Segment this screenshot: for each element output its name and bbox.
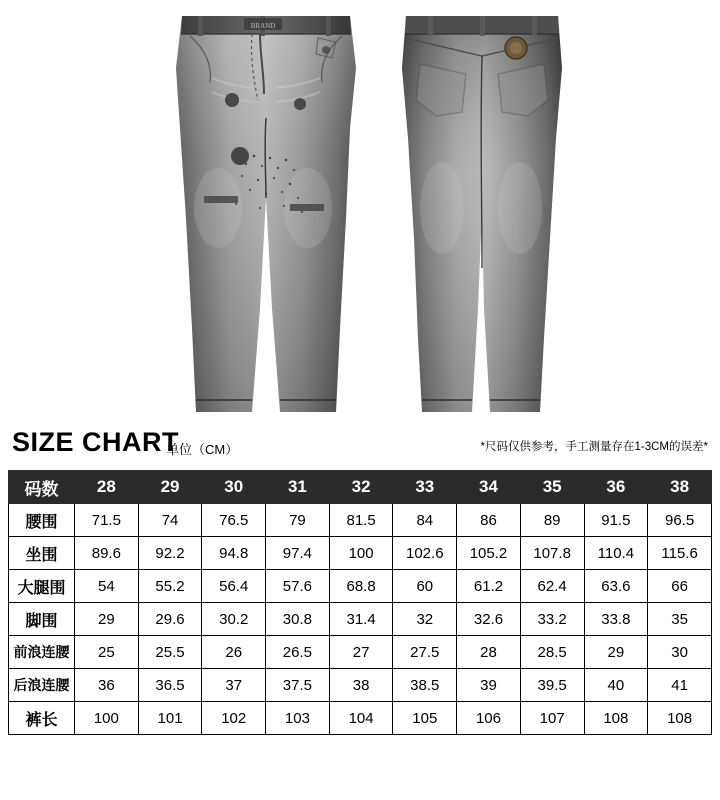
header-cell-35: 35 [520, 471, 584, 504]
cell: 84 [393, 504, 457, 537]
cell: 76.5 [202, 504, 266, 537]
cell: 29.6 [138, 603, 202, 636]
row-label-thigh: 大腿围 [9, 570, 75, 603]
cell: 36 [75, 669, 139, 702]
cell: 61.2 [457, 570, 521, 603]
cell: 40 [584, 669, 648, 702]
cell: 29 [584, 636, 648, 669]
size-table-wrapper [0, 470, 720, 735]
cell: 56.4 [202, 570, 266, 603]
row-label-length: 裤长 [9, 702, 75, 735]
table-row [9, 504, 712, 537]
cell: 115.6 [648, 537, 712, 570]
row-label-waist: 腰围 [9, 504, 75, 537]
table-row [9, 636, 712, 669]
cell: 30.2 [202, 603, 266, 636]
cell: 107 [520, 702, 584, 735]
cell: 105 [393, 702, 457, 735]
size-table-head [9, 471, 712, 504]
cell: 96.5 [648, 504, 712, 537]
cell: 26.5 [266, 636, 330, 669]
cell: 31.4 [329, 603, 393, 636]
cell: 29 [75, 603, 139, 636]
table-row [9, 669, 712, 702]
cell: 110.4 [584, 537, 648, 570]
header-cell-29: 29 [138, 471, 202, 504]
cell: 27.5 [393, 636, 457, 669]
cell: 32 [393, 603, 457, 636]
header-cell-28: 28 [75, 471, 139, 504]
cell: 100 [329, 537, 393, 570]
unit-label: 单位（CM） [166, 442, 239, 457]
row-label-back-rise: 后浪连腰 [9, 669, 75, 702]
header-cell-30: 30 [202, 471, 266, 504]
header-cell-32: 32 [329, 471, 393, 504]
cell: 74 [138, 504, 202, 537]
cell: 89.6 [75, 537, 139, 570]
cell: 39.5 [520, 669, 584, 702]
row-label-hip: 坐围 [9, 537, 75, 570]
cell: 38 [329, 669, 393, 702]
size-chart-header [0, 425, 720, 470]
cell: 54 [75, 570, 139, 603]
row-label-front-rise: 前浪连腰 [9, 636, 75, 669]
cell: 66 [648, 570, 712, 603]
cell: 27 [329, 636, 393, 669]
size-table-body [9, 504, 712, 735]
cell: 41 [648, 669, 712, 702]
cell: 38.5 [393, 669, 457, 702]
table-header-row [9, 471, 712, 504]
cell: 105.2 [457, 537, 521, 570]
cell: 55.2 [138, 570, 202, 603]
cell: 92.2 [138, 537, 202, 570]
cell: 91.5 [584, 504, 648, 537]
cell: 57.6 [266, 570, 330, 603]
cell: 102 [202, 702, 266, 735]
cell: 63.6 [584, 570, 648, 603]
cell: 107.8 [520, 537, 584, 570]
header-cell-34: 34 [457, 471, 521, 504]
cell: 37 [202, 669, 266, 702]
cell: 68.8 [329, 570, 393, 603]
table-row [9, 702, 712, 735]
cell: 37.5 [266, 669, 330, 702]
cell: 101 [138, 702, 202, 735]
cell: 102.6 [393, 537, 457, 570]
cell: 103 [266, 702, 330, 735]
cell: 86 [457, 504, 521, 537]
cell: 39 [457, 669, 521, 702]
cell: 33.8 [584, 603, 648, 636]
size-table [8, 470, 712, 735]
cell: 30.8 [266, 603, 330, 636]
cell: 79 [266, 504, 330, 537]
table-row [9, 537, 712, 570]
cell: 62.4 [520, 570, 584, 603]
header-cell-sizes: 码数 [9, 471, 75, 504]
header-cell-31: 31 [266, 471, 330, 504]
table-row [9, 570, 712, 603]
cell: 33.2 [520, 603, 584, 636]
header-cell-38: 38 [648, 471, 712, 504]
cell: 60 [393, 570, 457, 603]
page-title: SIZE CHART [12, 427, 179, 457]
cell: 28 [457, 636, 521, 669]
header-cell-33: 33 [393, 471, 457, 504]
cell: 108 [584, 702, 648, 735]
cell: 32.6 [457, 603, 521, 636]
jeans-back-image [392, 8, 572, 420]
cell: 71.5 [75, 504, 139, 537]
header-cell-36: 36 [584, 471, 648, 504]
cell: 25 [75, 636, 139, 669]
cell: 97.4 [266, 537, 330, 570]
cell: 94.8 [202, 537, 266, 570]
cell: 25.5 [138, 636, 202, 669]
cell: 26 [202, 636, 266, 669]
row-label-leg-opening: 脚围 [9, 603, 75, 636]
cell: 108 [648, 702, 712, 735]
cell: 28.5 [520, 636, 584, 669]
table-row [9, 603, 712, 636]
cell: 100 [75, 702, 139, 735]
cell: 30 [648, 636, 712, 669]
cell: 104 [329, 702, 393, 735]
jeans-front-image [160, 8, 372, 420]
cell: 36.5 [138, 669, 202, 702]
cell: 35 [648, 603, 712, 636]
cell: 81.5 [329, 504, 393, 537]
svg-text:BRAND: BRAND [250, 22, 276, 30]
cell: 106 [457, 702, 521, 735]
measurement-disclaimer: *尺码仅供参考，手工测量存在1-3CM的误差* [480, 441, 708, 453]
cell: 89 [520, 504, 584, 537]
